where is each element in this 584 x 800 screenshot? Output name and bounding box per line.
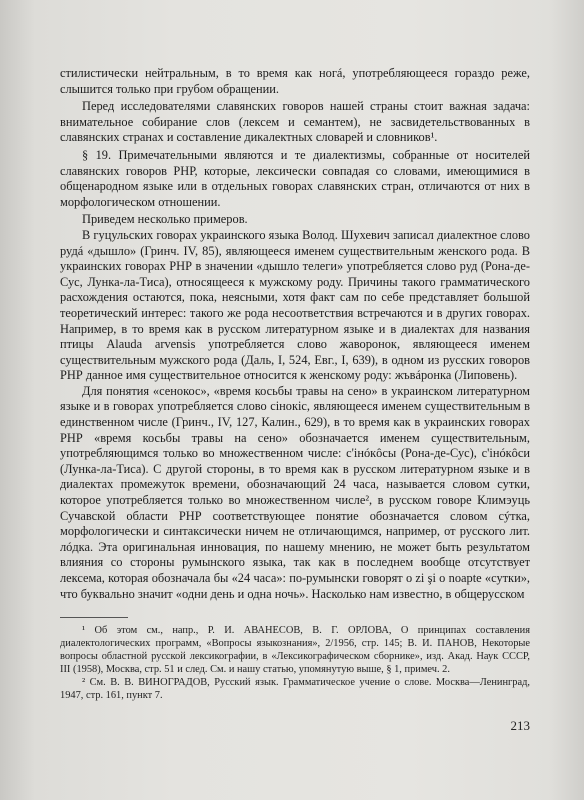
body-text bbox=[60, 66, 530, 602]
footnote-divider bbox=[60, 617, 128, 618]
footnote-2: ² См. В. В. ВИНОГРАДОВ, Русский язык. Грамматическое учение о слове. Москва—Ленинград, 1947, стр. 161, пункт 7. bbox=[60, 677, 530, 701]
paragraph-3: § 19. Примечательными являются и те диалектизмы, собранные от носителей славянских говоров РНР, которые, лексически совпадая со словами, имеющимися в общенародном языке или в отдельных говорах славянских стран, отличаются от них в морфологическом отношении. bbox=[60, 147, 530, 209]
page-number: 213 bbox=[510, 718, 530, 733]
paragraph-5: В гуцульских говорах украинского языка Волод. Шухевич записал диалектное слово рудá «дышло» (Гринч. IV, 85), являющееся именем существительным женского рода. В украинских говорах РНР в значении «дышло телеги» употребляется слово руд (Рона-де-Сус, Лунка-ла-Тиса), относящееся к мужскому роду. Причины такого грамматического расхождения остаются, пока, неясными, хотя факт сам по себе представляет большой теоретический интерес: такого же рода несоответствия встречаются и в других говорах. Например, в то время как в русском литературном языке и в диалектах для названия птицы Alauda arvensis употребляется слово жаворонок, являющееся именем существительным мужского рода (Даль, I, 524, Евг., I, 639), в одном из русских говоров РНР данное имя существительное относится к женскому роду: жъвáронка (Липовень). bbox=[60, 227, 530, 383]
paragraph-1: стилистически нейтральным, в то время как ногá, употребляющееся гораздо реже, слышится только при грубом обращении. bbox=[60, 66, 530, 96]
footnote-1: ¹ Об этом см., напр., Р. И. АВАНЕСОВ, В. Г. ОРЛОВА, О принципах составления диалектологических программ, «Вопросы языкознания», 2/1956, стр. 145; В. И. ПАНОВ, Некоторые вопросы областной русской лексикографии, в «Лексикографическом сборнике», изд. Акад. Наук СССР, III (1958), Москва, стр. 51 и след. См. и нашу статью, упомянутую выше, § 1, примеч. 2. bbox=[60, 625, 530, 675]
paragraph-6: Для понятия «сенокос», «время косьбы травы на сено» в украинском литературном языке и в говорах употребляется слово сінокіс, являющееся именем существительным в единственном числе (Гринч., IV, 127, Калин., 629), в то время как в украинских говорах РНР «время косьбы травы на сено» обозначается именем существительным, употребляющимся только во множественном числе: с'iнóкôсы (Рона-де-Сус), с'iнóкôси (Лунка-ла-Тиса). С другой стороны, в то время как в русском литературном языке и в диалектах промежуток времени, обозначающий 24 часа, называется словом сутки, которое употребляется только во множественном числе², в русском говоре Климэуць Сучавской области РНР соответствующее понятие обозначается словом сýтка, морфологически и синтаксически ничем не отличающимся, например, от русского лит. лóдка. Эта оригинальная инновация, по нашему мнению, не может быть результатом влияния со стороны румынского языка, так как в последнем вообще отсутствует лексема, которая обозначала бы «24 часа»: по-румынски говорят o zi şi o noapte «сутки», что буквально значит «одни день и одна ночь». Насколько нам известно, в общерусском bbox=[60, 383, 530, 601]
paragraph-2: Перед исследователями славянских говоров нашей страны стоит важная задача: внимательное собирание слов (лексем и семантем), не засвидетельствованных в славянских странах и составление дикалектных словарей и словников¹. bbox=[60, 99, 530, 145]
footnotes bbox=[60, 624, 530, 702]
paragraph-4: Приведем несколько примеров. bbox=[82, 212, 248, 227]
